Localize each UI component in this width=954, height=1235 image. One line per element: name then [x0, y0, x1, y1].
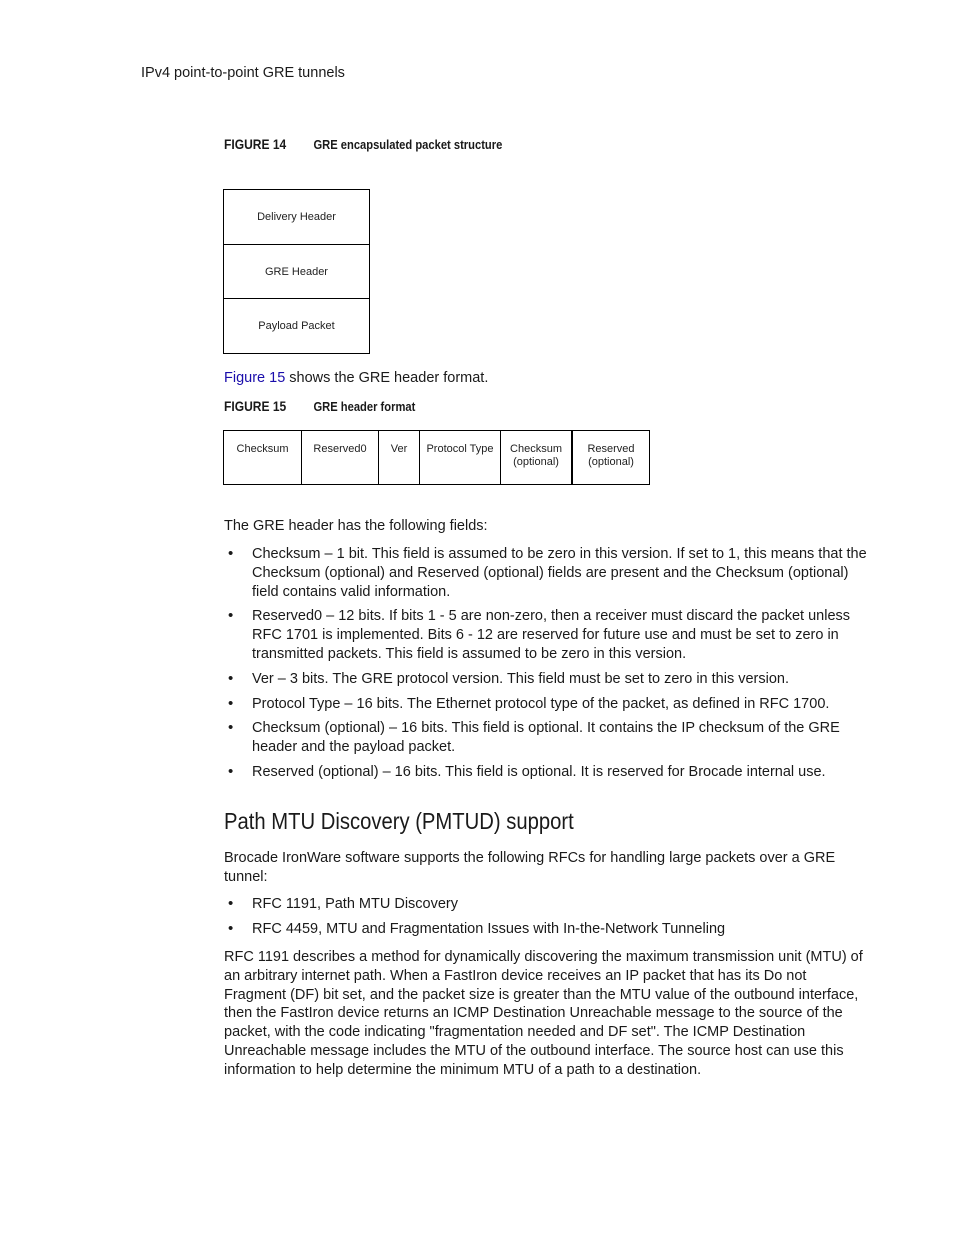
- packet-structure-diagram: [223, 189, 370, 354]
- list-item: • Checksum (optional) – 16 bits. This field is optional. It contains the IP checksum of the GRE header and the payload packet.: [224, 719, 874, 757]
- field-descriptions-list: [224, 545, 874, 782]
- section-title: Path MTU Discovery (PMTUD) support: [224, 808, 574, 834]
- section-body: RFC 1191 describes a method for dynamically discovering the maximum transmission unit (MTU) of an arbitrary internet path. When a FastIron device receives an IP packet that has its Do not Fragment (DF) bit set, and the packet size is greater than the MTU value of the outbound interface, then the FastIron device returns an ICMP Destination Unreachable message to the source of the packet, with the code indicating "fragmentation needed and DF set". The ICMP Destination Unreachable message includes the MTU of the outbound interface. The source host can use this information to help determine the minimum MTU of a path to a destination.: [224, 949, 863, 1078]
- payload-packet-box: Payload Packet: [224, 298, 369, 353]
- list-item: • Reserved0 – 12 bits. If bits 1 - 5 are non-zero, then a receiver must discard the packet unless RFC 1701 is implemented. Bits 6 - 12 are reserved for future use and must be set to zero in transmitted packets. This field is assumed to be zero in this version.: [224, 607, 874, 663]
- figure-14-label: FIGURE 14: [224, 136, 287, 152]
- figure-15-reference: [224, 369, 874, 388]
- figure-15-reference-text: shows the GRE header format.: [285, 370, 489, 386]
- list-item: • Checksum – 1 bit. This field is assumed to be zero in this version. If set to 1, this means that the Checksum (optional) and Reserved (optional) fields are present and the Checksum (optional) field contains valid information.: [224, 545, 874, 601]
- field-checksum-optional: [500, 431, 571, 484]
- figure-14-title: GRE encapsulated packet structure: [313, 137, 503, 152]
- list-item: • RFC 4459, MTU and Fragmentation Issues with In-the-Network Tunneling: [224, 920, 874, 939]
- figure-15-title: GRE header format: [313, 399, 416, 414]
- list-item: • Protocol Type – 16 bits. The Ethernet protocol type of the packet, as defined in RFC 1700.: [224, 695, 874, 714]
- list-item: • Reserved (optional) – 16 bits. This field is optional. It is reserved for Brocade internal use.: [224, 763, 874, 782]
- gre-header-format-diagram: [223, 430, 650, 485]
- field-label: Checksum: [236, 443, 289, 455]
- figure-15-link[interactable]: Figure 15: [224, 370, 286, 386]
- field-checksum: [224, 431, 301, 484]
- field-ver: [378, 431, 419, 484]
- section-intro: Brocade IronWare software supports the following RFCs for handling large packets over a GRE tunnel:: [224, 850, 836, 885]
- delivery-header-box: Delivery Header: [257, 211, 336, 223]
- field-label-sub: (optional): [513, 456, 559, 468]
- field-label: Protocol Type: [426, 443, 494, 455]
- field-label: Checksum: [510, 443, 562, 455]
- gre-header-box: GRE Header: [224, 244, 369, 298]
- figure-15-label: FIGURE 15: [224, 398, 287, 414]
- field-label: Reserved0: [313, 443, 367, 455]
- rfc-list: [224, 895, 874, 939]
- list-item: • RFC 1191, Path MTU Discovery: [224, 895, 874, 914]
- figure-15-caption: [224, 398, 415, 414]
- field-label-sub: (optional): [588, 456, 634, 468]
- list-item: • Ver – 3 bits. The GRE protocol version. This field must be set to zero in this version.: [224, 670, 874, 689]
- field-protocol-type: [419, 431, 500, 484]
- figure-14-caption: [224, 136, 502, 152]
- field-label: Ver: [390, 443, 408, 455]
- running-header: IPv4 point-to-point GRE tunnels: [141, 65, 345, 81]
- field-reserved-optional: [571, 431, 649, 484]
- field-reserved0: [301, 431, 378, 484]
- fields-intro: The GRE header has the following fields:: [224, 518, 488, 534]
- field-label: Reserved: [587, 443, 635, 455]
